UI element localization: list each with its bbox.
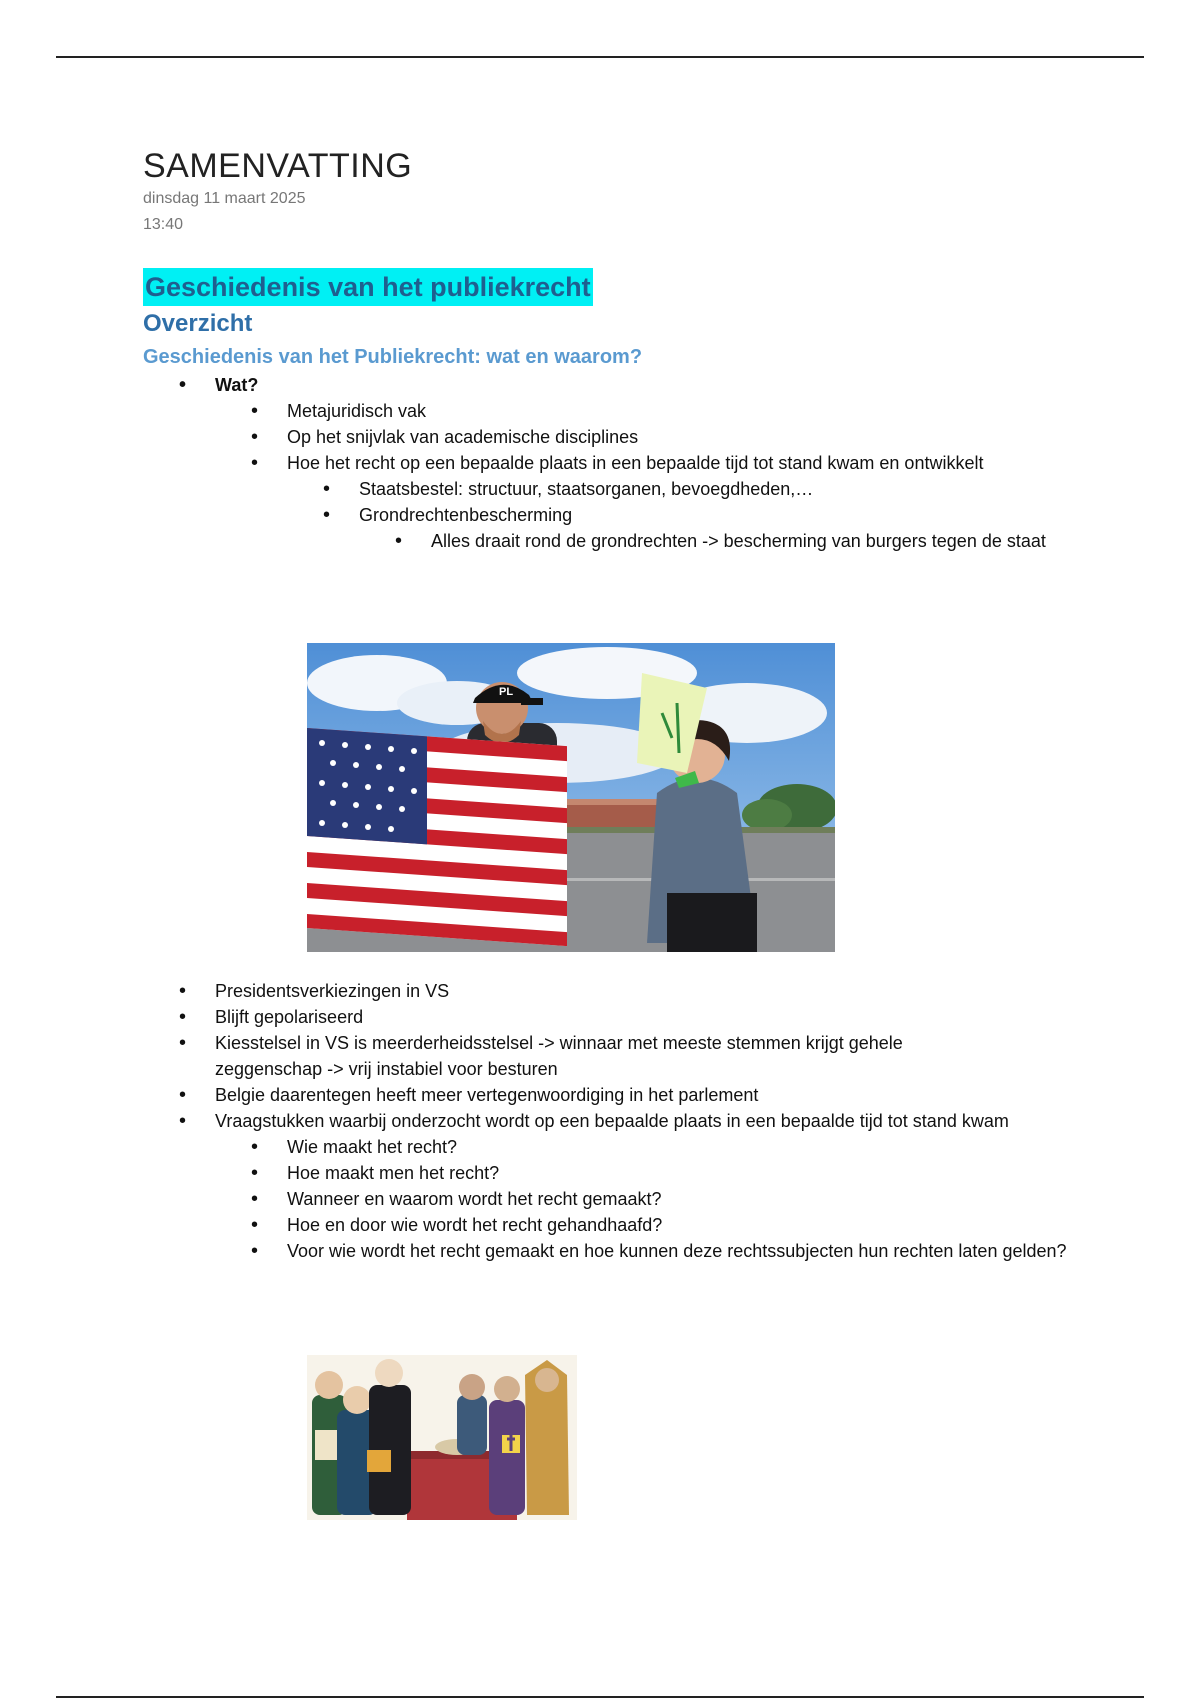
list-item: • Blijft gepolariseerd [215,1004,1063,1030]
list-item-wat: • Wat? [215,372,1063,398]
bottom-rule [56,1696,1144,1698]
list-item: • Wie maakt het recht? [287,1134,1063,1160]
page-title: SAMENVATTING [143,147,413,185]
page-date: dinsdag 11 maart 2025 [143,190,306,207]
list-item: • Kiesstelsel in VS is meerderheidsstelsel -> winnaar met meeste stemmen krijgt gehele zeggenschap -> vrij instabiel voor besturen [215,1030,995,1082]
list-item: • Alles draait rond de grondrechten -> bescherming van burgers tegen de staat [431,528,1061,554]
heading-3: Geschiedenis van het Publiekrecht: wat en waarom? [143,346,643,368]
list-second [143,978,1067,1264]
page-content [143,146,1063,554]
comic-illustration-icon [307,1355,577,1520]
list-item: • Hoe en door wie wordt het recht gehandhaafd? [287,1212,1063,1238]
cap-text: PL [499,686,514,698]
protest-photo [307,643,835,952]
list-wat [143,372,1063,554]
heading-2: Overzicht [143,310,253,337]
list-item: • Belgie daarentegen heeft meer vertegenwoordiging in het parlement [215,1082,1063,1108]
list-item: • Metajuridisch vak [287,398,1063,424]
list-item: • Wanneer en waarom wordt het recht gemaakt? [287,1186,1063,1212]
second-list-area [143,978,1067,1264]
comic-illustration [307,1355,577,1520]
top-rule [56,56,1144,58]
list-item: • Presidentsverkiezingen in VS [215,978,1063,1004]
list-item: • Op het snijvlak van academische disciplines [287,424,1063,450]
list-item: • Voor wie wordt het recht gemaakt en hoe kunnen deze rechtssubjecten hun rechten laten gelden? [287,1238,1067,1264]
list-item: • Hoe maakt men het recht? [287,1160,1063,1186]
list-item: • Vraagstukken waarbij onderzocht wordt op een bepaalde plaats in een bepaalde tijd tot stand kwam [215,1108,1015,1134]
list-item: • Hoe het recht op een bepaalde plaats in een bepaalde tijd tot stand kwam en ontwikkelt [287,450,1007,476]
list-item: • Staatsbestel: structuur, staatsorganen, bevoegdheden,… [359,476,1063,502]
page-time: 13:40 [143,216,184,233]
photo-icon [307,643,835,952]
heading-1: Geschiedenis van het publiekrecht [143,268,593,306]
list-item: • Grondrechtenbescherming [359,502,1063,528]
